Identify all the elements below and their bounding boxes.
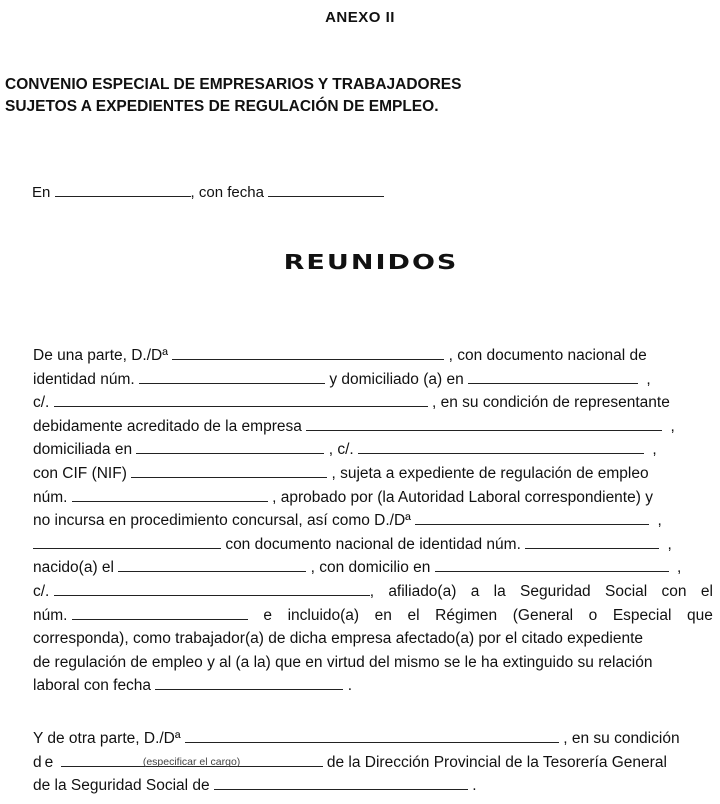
text-segment: c/. xyxy=(33,394,50,412)
text-segment: , xyxy=(652,441,657,459)
paragraph-line xyxy=(33,462,713,486)
text-segment: , en su condición de representante xyxy=(432,394,670,412)
name-blank xyxy=(172,344,444,360)
text-segment: , xyxy=(657,512,662,530)
text-segment: de xyxy=(33,753,57,771)
text-segment: identidad núm. xyxy=(33,370,135,388)
termination-date-blank xyxy=(155,674,343,690)
worker-street-blank xyxy=(54,580,370,596)
id-number-blank xyxy=(139,368,325,384)
date-label: , con fecha xyxy=(190,184,264,201)
text-segment: Especial xyxy=(612,606,672,624)
text-segment: c/. , xyxy=(33,580,374,604)
text-segment: , xyxy=(646,370,651,388)
text-segment: , xyxy=(667,535,672,553)
text-segment: incluido(a) xyxy=(287,606,360,624)
paragraph-line xyxy=(33,627,713,651)
text-segment: el xyxy=(407,606,420,624)
paragraph-line xyxy=(33,486,713,510)
text-segment: Social xyxy=(605,582,648,600)
text-segment: en xyxy=(374,606,392,624)
paragraph-line xyxy=(33,556,713,580)
paragraph-line xyxy=(33,344,713,368)
text-segment: Régimen xyxy=(435,606,498,624)
text-segment: y domiciliado (a) en xyxy=(329,370,464,388)
birth-date-blank xyxy=(118,556,306,572)
document-title xyxy=(5,74,565,118)
text-segment: que xyxy=(687,606,713,624)
annex-heading: ANEXO II xyxy=(325,9,395,26)
date-blank xyxy=(268,181,384,197)
company-domicile-blank xyxy=(136,438,324,454)
text-segment: no incursa en procedimiento concursal, así como D./Dª xyxy=(33,512,411,530)
file-number-blank xyxy=(72,486,268,502)
worker-name-blank xyxy=(415,509,649,525)
text-segment: debidamente acreditado de la empresa xyxy=(33,417,302,435)
cif-blank xyxy=(131,462,327,478)
text-segment: domiciliada en xyxy=(33,441,133,459)
place-blank xyxy=(55,181,191,197)
paragraph-line xyxy=(33,415,713,439)
text-segment: núm. xyxy=(33,604,248,628)
text-segment: , aprobado por (la Autoridad Laboral correspondiente) y xyxy=(272,488,653,506)
worker-name-continued-blank xyxy=(33,533,221,549)
text-segment: con xyxy=(661,582,687,600)
text-segment: , con documento nacional de xyxy=(448,347,647,364)
paragraph-second-party xyxy=(33,727,713,798)
text-segment: con documento nacional de identidad núm. xyxy=(225,535,521,553)
paragraph-line xyxy=(33,533,713,557)
text-segment: de regulación de empleo y al (a la) que en virtud del mismo se le ha extinguido su relación xyxy=(33,653,653,671)
text-segment: afiliado(a) xyxy=(388,582,457,600)
paragraph-line xyxy=(33,604,713,628)
title-line: CONVENIO ESPECIAL DE EMPRESARIOS Y TRABAJADORES xyxy=(5,76,462,93)
text-segment: , sujeta a expediente de regulación de empleo xyxy=(331,464,649,482)
place-label: En xyxy=(32,184,51,201)
text-segment: nacido(a) el xyxy=(33,559,114,577)
text-segment: . xyxy=(347,677,352,695)
text-segment: . xyxy=(472,777,477,795)
paragraph-line xyxy=(33,438,713,462)
text-segment: Seguridad xyxy=(520,582,591,600)
text-segment: corresponda), como trabajador(a) de dicha empresa afectado(a) por el citado expediente xyxy=(33,630,644,648)
paragraph-line xyxy=(33,651,713,675)
text-segment: , en su condición xyxy=(563,730,680,747)
worker-id-blank xyxy=(525,533,659,549)
paragraph-line xyxy=(33,391,713,415)
text-segment: , con domicilio en xyxy=(310,559,431,577)
text-segment: Y de otra parte, D./Dª xyxy=(33,730,181,747)
text-segment: núm. xyxy=(33,488,68,506)
paragraph-line xyxy=(33,580,713,604)
paragraph-line xyxy=(33,509,713,533)
place-date-line xyxy=(32,181,384,201)
text-segment: e xyxy=(263,606,272,624)
text-segment: , xyxy=(677,559,682,577)
official-name-blank xyxy=(185,727,559,743)
affiliation-number-blank xyxy=(72,604,248,620)
paragraph-line xyxy=(33,727,713,751)
worker-domicile-blank xyxy=(435,556,669,572)
company-street-blank xyxy=(358,438,644,454)
province-blank xyxy=(214,774,468,790)
text-segment: o xyxy=(588,606,598,624)
text-segment: laboral con fecha xyxy=(33,677,152,695)
text-segment: de la Seguridad Social de xyxy=(33,777,210,795)
text-segment: , c/. xyxy=(328,441,354,459)
text-segment: (General xyxy=(512,606,574,624)
text-segment: la xyxy=(493,582,506,600)
street-blank xyxy=(54,391,428,407)
text-segment: a xyxy=(470,582,480,600)
paragraph-line xyxy=(33,774,713,798)
paragraph-first-party xyxy=(33,344,713,698)
position-hint: (especificar el cargo) xyxy=(142,755,241,768)
text-segment: De una parte, D./Dª xyxy=(33,347,168,364)
text-segment: con CIF (NIF) xyxy=(33,464,127,482)
domicile-blank xyxy=(468,368,638,384)
text-segment: el xyxy=(700,582,713,600)
text-segment: de la Dirección Provincial de la Tesorería General xyxy=(326,753,667,771)
position-blank xyxy=(61,751,323,767)
reunidos-heading: REUNIDOS xyxy=(283,250,459,274)
paragraph-line xyxy=(33,674,713,698)
text-segment: , xyxy=(670,417,675,435)
company-blank xyxy=(306,415,662,431)
paragraph-line xyxy=(33,368,713,392)
title-line: SUJETOS A EXPEDIENTES DE REGULACIÓN DE EMPLEO. xyxy=(5,98,439,115)
paragraph-line xyxy=(33,751,713,775)
